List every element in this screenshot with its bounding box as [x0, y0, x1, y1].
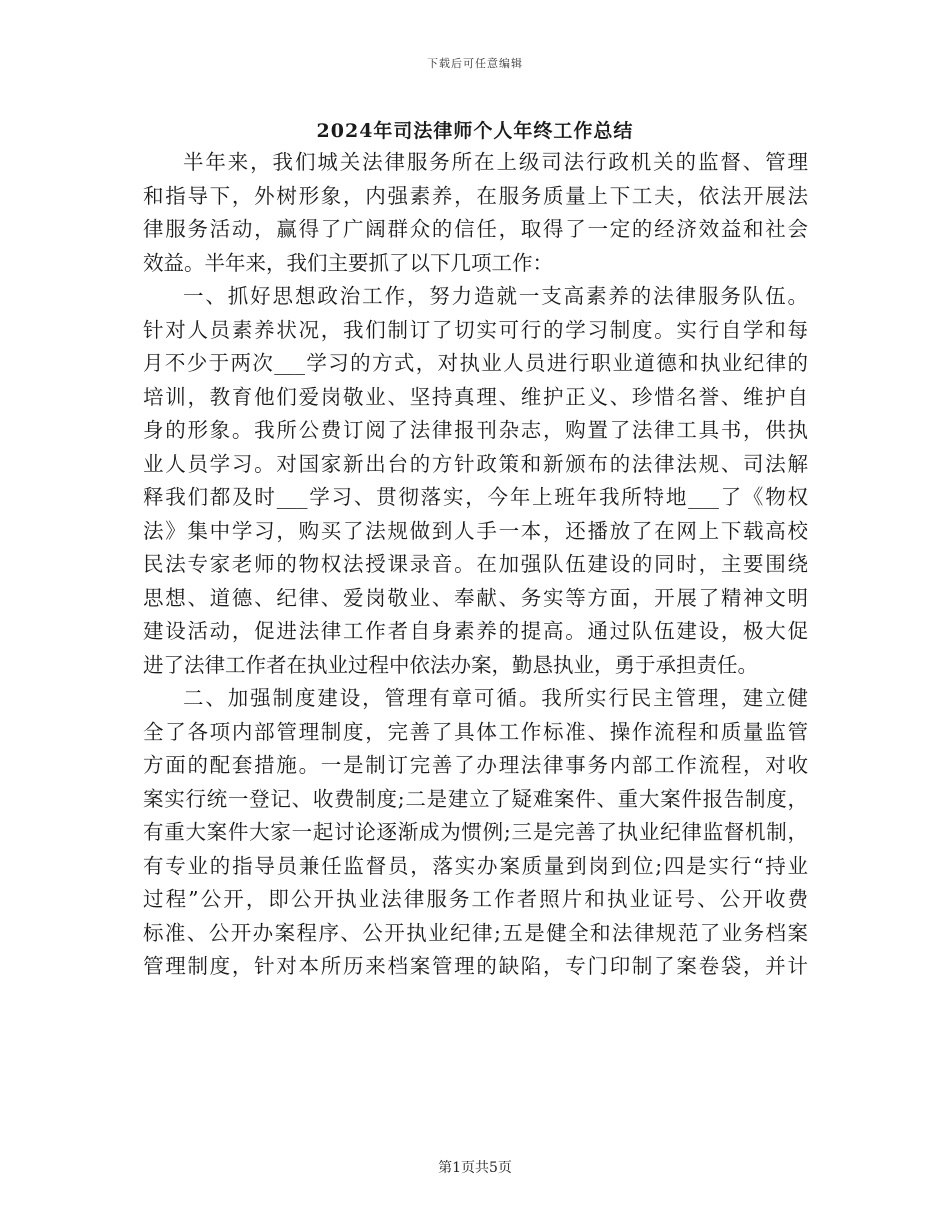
body-line: 一、抓好思想政治工作，努力造就一支高素养的法律服务队伍。 — [183, 284, 808, 308]
body-line: 过程”公开，即公开执业法律服务工作者照片和执业证号、公开收费 — [143, 887, 808, 911]
body-line: 身的形象。我所公费订阅了法律报刊杂志，购置了法律工具书，供执 — [143, 418, 808, 442]
body-line: 进了法律工作者在执业过程中依法办案，勤恳执业，勇于承担责任。 — [143, 652, 758, 677]
body-line: 标准、公开办案程序、公开执业纪律;五是健全和法律规范了业务档案 — [143, 920, 808, 945]
body-line: 释我们都及时___学习、贯彻落实，今年上班年我所特地___了《物权 — [143, 485, 808, 509]
body-line: 半年来，我们城关法律服务所在上级司法行政机关的监督、管理 — [183, 150, 808, 174]
body-line: 民法专家老师的物权法授课录音。在加强队伍建设的同时，主要围绕 — [143, 552, 808, 576]
header-note: 下载后可任意编辑 — [427, 57, 523, 70]
body-line: 律服务活动，赢得了广阔群众的信任，取得了一定的经济效益和社会 — [143, 217, 808, 241]
body-line: 全了各项内部管理制度，完善了具体工作标准、操作流程和质量监管 — [143, 719, 808, 744]
body-line: 思想、道德、纪律、爱岗敬业、奉献、务实等方面，开展了精神文明 — [143, 585, 808, 610]
body-line: 法》集中学习，购买了法规做到人手一本，还播放了在网上下载高校 — [143, 518, 808, 543]
body-line: 有重大案件大家一起讨论逐渐成为惯例;三是完善了执业纪律监督机制， — [143, 820, 808, 844]
document-body — [143, 146, 808, 984]
body-line: 方面的配套措施。一是制订完善了办理法律事务内部工作流程，对收 — [143, 753, 808, 777]
page-footer: 第1页共5页 — [438, 1160, 512, 1176]
body-line: 二、加强制度建设，管理有章可循。我所实行民主管理，建立健 — [183, 686, 808, 710]
body-line: 建设活动，促进法律工作者自身素养的提高。通过队伍建设，极大促 — [143, 619, 808, 643]
body-line: 和指导下，外树形象，内强素养，在服务质量上下工夫，依法开展法 — [143, 183, 808, 208]
document-title: 2024年司法律师个人年终工作总结 — [316, 120, 634, 142]
body-line: 业人员学习。对国家新出台的方针政策和新颁布的法律法规、司法解 — [143, 451, 808, 476]
body-line: 针对人员素养状况，我们制订了切实可行的学习制度。实行自学和每 — [143, 317, 808, 342]
body-line: 月不少于两次___学习的方式，对执业人员进行职业道德和执业纪律的 — [143, 351, 808, 375]
body-line: 管理制度，针对本所历来档案管理的缺陷，专门印制了案卷袋，并计 — [143, 954, 808, 978]
body-line: 效益。半年来，我们主要抓了以下几项工作： — [143, 250, 553, 275]
body-line: 有专业的指导员兼任监督员，落实办案质量到岗到位;四是实行“持业 — [143, 853, 808, 878]
body-line: 案实行统一登记、收费制度;二是建立了疑难案件、重大案件报告制度， — [143, 786, 808, 811]
body-line: 培训，教育他们爱岗敬业、坚持真理、维护正义、珍惜名誉、维护自 — [143, 384, 808, 409]
